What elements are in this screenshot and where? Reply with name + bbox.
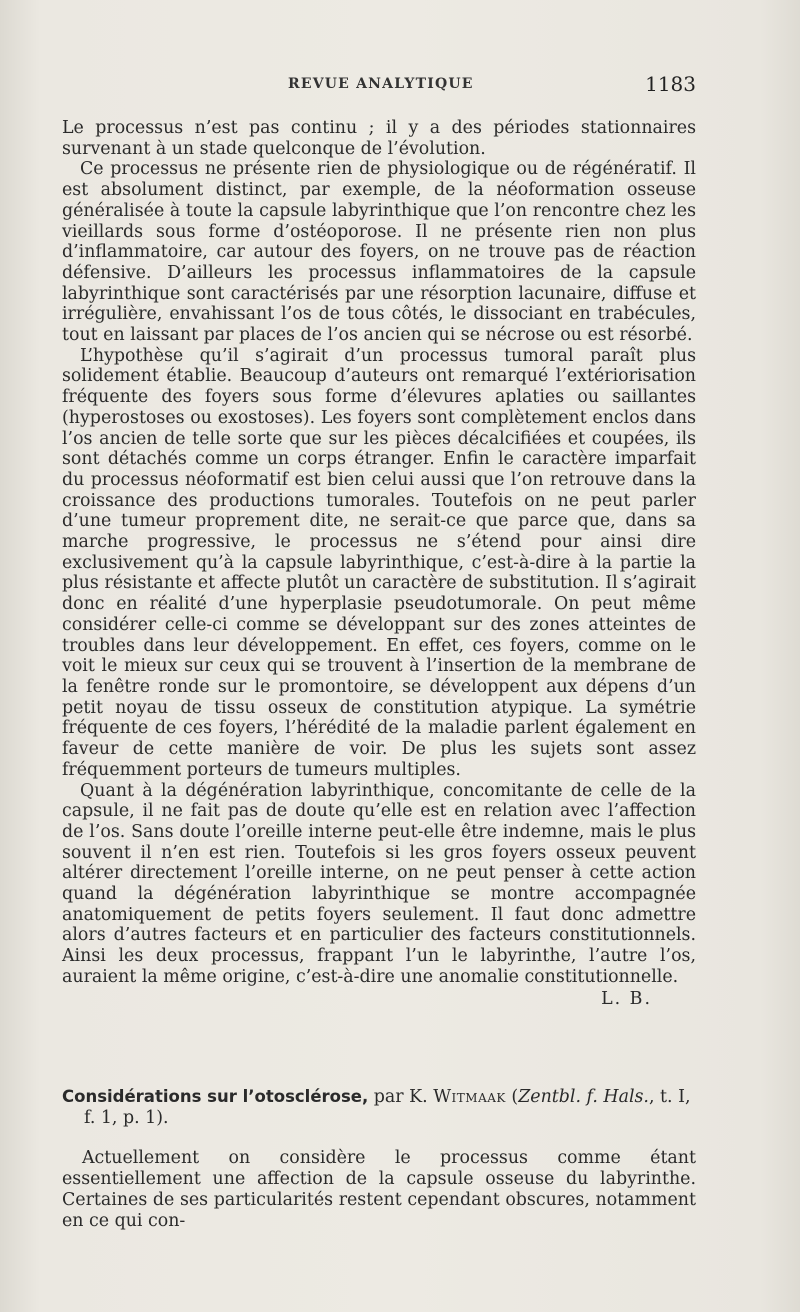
article-citation: , t. I, f. 1, p. 1). [84,1087,691,1128]
running-title: REVUE ANALYTIQUE [288,76,474,92]
article-by: par K. [368,1087,434,1107]
paragraph: Quant à la dégénération labyrinthique, concomitante de celle de la capsule, il ne fait pas de doute qu’elle est en relation avec l’affection de l’os. Sans doute l’oreille interne peut-elle être indemne, mais le plus souvent il n’en est rien. Toutefois si les gros foyers osseux peuvent altérer directement l’oreille interne, on ne peut penser à cette action quand la dégénération labyrinthique se montre accompagnée anatomiquement de petits foyers seulement. Il faut donc admettre alors d’autres facteurs et en particulier des facteurs constitutionnels. Ainsi les deux processus, frappant l’un le labyrinthe, l’autre l’os, auraient la même origine, c’est-à-dire une anomalie constitutionnelle. [62,780,696,987]
article-journal: Zentbl. f. Hals. [518,1087,649,1107]
paragraph: L’hypothèse qu’il s’agirait d’un processus tumoral paraît plus solidement établie. Beaucoup d’auteurs ont remarqué l’extériorisation fréquente des foyers sous forme d’élevures aplaties ou saillantes (hyperostoses ou exostoses). Les foyers sont complètement enclos dans l’os ancien de telle sorte que sur les pièces décalcifiées et coupées, ils sont détachés comme un corps étranger. Enfin le caractère imparfait du processus néoformatif est bien celui aussi que l’on retrouve dans la croissance des productions tumorales. Toutefois on ne peut parler d’une tumeur proprement dite, ne serait-ce que parce que, dans sa marche progressive, le processus ne s’étend pour ainsi dire exclusivement qu’à la capsule labyrinthique, c’est-à-dire à la partie la plus résistante et affecte plutôt un caractère de substitution. Il s’agirait donc en réalité d’une hyperplasie pseudotumorale. On peut même considérer celle-ci comme se développant sur des zones atteintes de troubles dans leur développement. En effet, ces foyers, comme on le voit le mieux sur ceux qui se trouvent à l’insertion de la membrane de la fenêtre ronde sur le promontoire, se développent aux dépens d’un petit noyau de tissu osseux de constitution atypique. La symétrie fréquente de ces foyers, l’hérédité de la maladie parlent également en faveur de cette manière de voir. De plus les sujets sont assez fréquemment porteurs de tumeurs multiples. [62,345,696,780]
reviewer-signature: L. B. [601,988,652,1009]
page-header [62,72,696,100]
review-body [62,118,696,1009]
article-body: Actuellement on considère le processus comme étant essentiellement une affection de la capsule osseuse du labyrinthe. Certaines de ses particularités restent cependant obscures, notamment en ce qui con- [62,1148,696,1231]
article-heading: Considérations sur l’otosclérose, par K. Witmaak (Zentbl. f. Hals., t. I, f. 1, p. 1). [62,1087,691,1128]
paragraph: Le processus n’est pas continu ; il y a des périodes stationnaires survenant à un stade quelconque de l’évolution. [62,118,696,159]
article-author: Witmaak [433,1087,506,1107]
paragraph: Ce processus ne présente rien de physiologique ou de régénératif. Il est absolument distinct, par exemple, de la néoformation osseuse généralisée à toute la capsule labyrinthique que l’on rencontre chez les vieillards sous forme d’ostéoporose. Il ne présente rien non plus d’inflammatoire, car autour des foyers, on ne trouve pas de réaction défensive. D’ailleurs les processus inflammatoires de la capsule labyrinthique sont caractérisés par une résorption lacunaire, diffuse et irrégulière, envahissant l’os de tous côtés, le dissociant en trabécules, tout en laissant par places de l’os ancien qui se nécrose ou est résorbé. [62,159,696,346]
article-entry [62,1086,696,1232]
page-number: 1183 [645,72,696,96]
article-title: Considérations sur l’otosclérose, [62,1087,369,1106]
